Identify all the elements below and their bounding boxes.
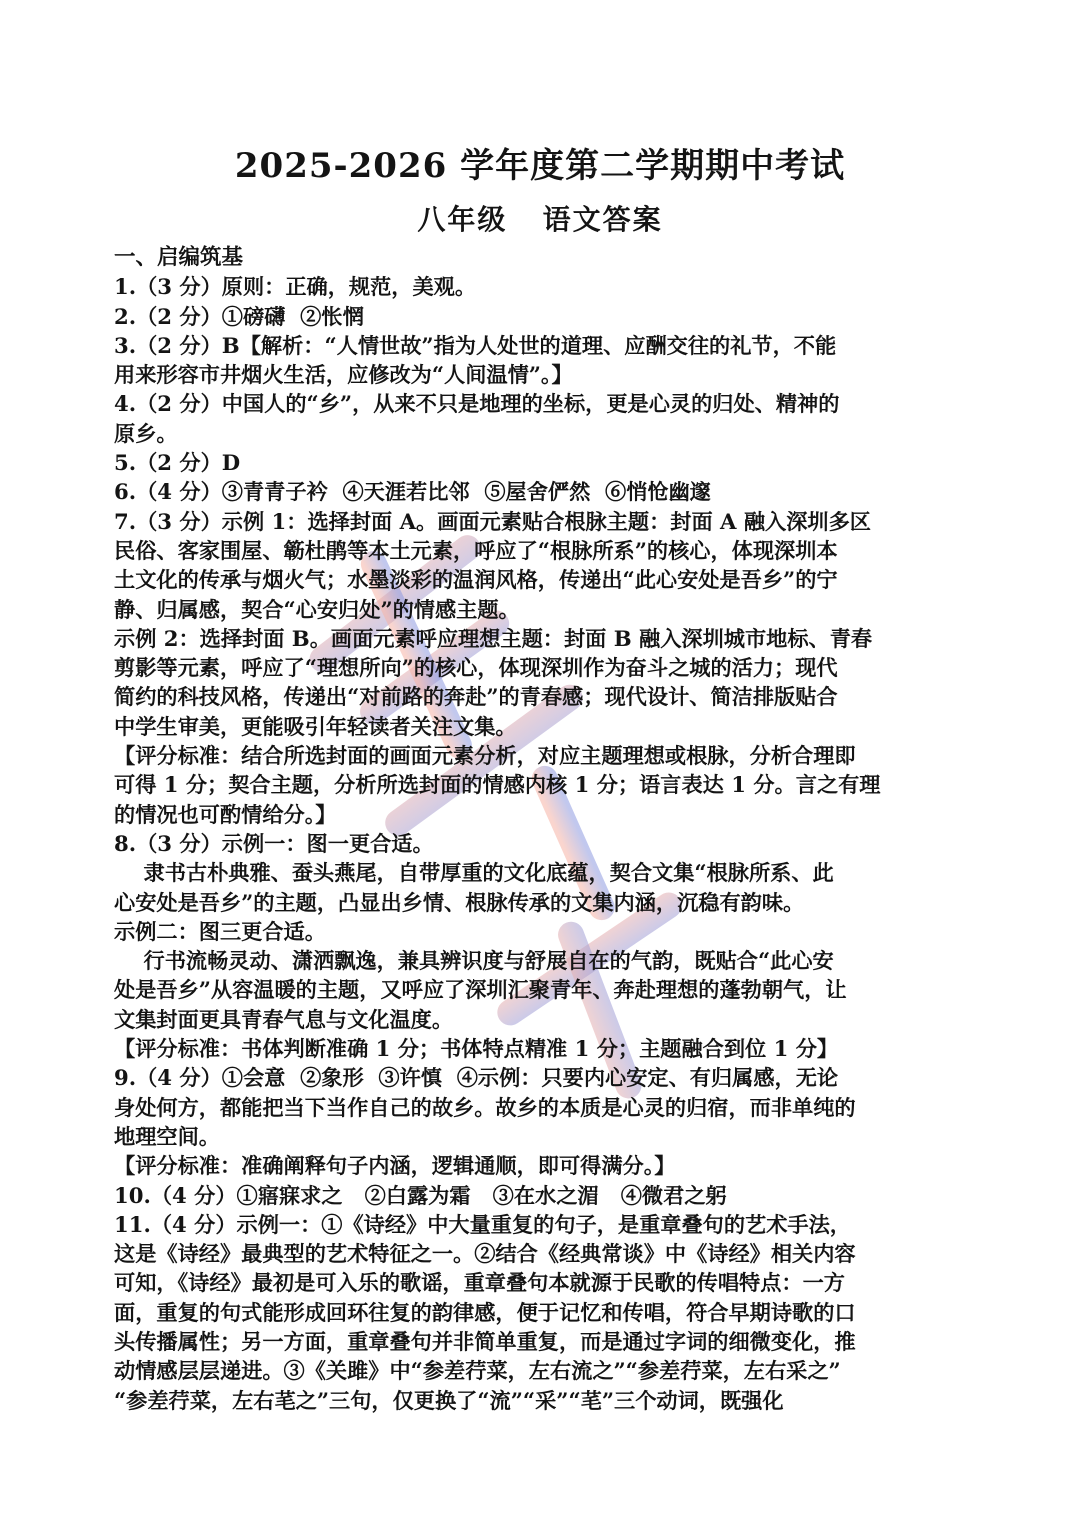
answer-line: 用来形容市井烟火生活，应修改为“人间温情”。】 xyxy=(114,362,573,388)
answer-line: 9.（4 分）①会意 ②象形 ③许慎 ④示例：只要内心安定、有归属感，无论 xyxy=(114,1065,839,1091)
answer-line: 示例二：图三更合适。 xyxy=(114,918,326,944)
answer-line: 5.（2 分）D xyxy=(114,450,241,476)
answer-line: 身处何方，都能把当下当作自己的故乡。故乡的本质是心灵的归宿，而非单纯的 xyxy=(114,1094,856,1120)
answer-line: 文集封面更具青春气息与文化温度。 xyxy=(114,1006,454,1032)
answer-line: 中学生审美，更能吸引年轻读者关注文集。 xyxy=(114,713,517,739)
answer-content xyxy=(114,243,904,1415)
answer-line: 1.（3 分）原则：正确，规范，美观。 xyxy=(114,274,477,300)
answer-line: 简约的科技风格，传递出“对前路的奔赴”的青春感；现代设计、简洁排版贴合 xyxy=(114,684,838,710)
answer-line: 隶书古朴典雅、蚕头燕尾，自带厚重的文化底蕴，契合文集“根脉所系、此 xyxy=(114,860,834,886)
answer-line: 可得 1 分；契合主题，分析所选封面的情感内核 1 分；语言表达 1 分。言之有理 xyxy=(114,772,881,798)
answer-line: 土文化的传承与烟火气；水墨淡彩的温润风格，传递出“此心安处是吾乡”的宁 xyxy=(114,567,838,593)
answer-line: 【评分标准：书体判断准确 1 分；书体特点精准 1 分；主题融合到位 1 分】 xyxy=(114,1036,839,1062)
answer-line: 民俗、客家围屋、簕杜鹃等本土元素，呼应了“根脉所系”的核心，体现深圳本 xyxy=(114,537,838,563)
answer-line: 的情况也可酌情给分。】 xyxy=(114,801,337,827)
answer-line: 11.（4 分）示例一：①《诗经》中大量重复的句子，是重章叠句的艺术手法， xyxy=(114,1211,851,1237)
answer-line: 示例 2：选择封面 B。画面元素呼应理想主题：封面 B 融入深圳城市地标、青春 xyxy=(114,625,873,651)
answer-line: 这是《诗经》最典型的艺术特征之一。②结合《经典常谈》中《诗经》相关内容 xyxy=(114,1241,856,1267)
answer-line: 头传播属性；另一方面，重章叠句并非简单重复，而是通过字词的细微变化，推 xyxy=(114,1328,856,1354)
answer-line: 面，重复的句式能形成回环往复的韵律感，便于记忆和传唱，符合早期诗歌的口 xyxy=(114,1299,856,1325)
answer-line: 【评分标准：结合所选封面的画面元素分析，对应主题理想或根脉，分析合理即 xyxy=(114,743,856,769)
answer-line: 8.（3 分）示例一：图一更合适。 xyxy=(114,830,434,856)
answer-line: 地理空间。 xyxy=(114,1123,220,1149)
answer-line: 7.（3 分）示例 1：选择封面 A。画面元素贴合根脉主题：封面 A 融入深圳多区 xyxy=(114,508,871,534)
answer-line: “参差荇菜，左右芼之”三句，仅更换了“流”“采”“芼”三个动词，既强化 xyxy=(114,1387,784,1413)
answer-line: 剪影等元素，呼应了“理想所向”的核心，体现深圳作为奋斗之城的活力；现代 xyxy=(114,655,838,681)
answer-line: 2.（2 分）①磅礴 ②怅惘 xyxy=(114,303,364,329)
exam-subtitle: 八年级 语文答案 xyxy=(417,203,663,236)
answer-line: 原乡。 xyxy=(114,420,178,446)
answer-line: 静、归属感，契合“心安归处”的情感主题。 xyxy=(114,596,520,622)
answer-line: 心安处是吾乡”的主题，凸显出乡情、根脉传承的文集内涵，沉稳有韵味。 xyxy=(114,889,805,915)
answer-line: 可知，《诗经》最初是可入乐的歌谣，重章叠句本就源于民歌的传唱特点：一方 xyxy=(114,1270,845,1296)
answer-line: 4.（2 分）中国人的“乡”，从来不只是地理的坐标，更是心灵的归处、精神的 xyxy=(114,391,840,417)
answer-line: 处是吾乡”从容温暖的主题，又呼应了深圳汇聚青年、奔赴理想的蓬勃朝气，让 xyxy=(114,977,847,1003)
answer-line: 6.（4 分）③青青子衿 ④天涯若比邻 ⑤屋舍俨然 ⑥悄怆幽邃 xyxy=(114,479,711,505)
exam-title: 2025-2026 学年度第二学期期中考试 xyxy=(234,146,846,186)
answer-line: 3.（2 分）B【解析：“人情世故”指为人处世的道理、应酬交往的礼节，不能 xyxy=(114,332,837,358)
answer-line: 行书流畅灵动、潇洒飘逸，兼具辨识度与舒展自在的气韵，既贴合“此心安 xyxy=(114,948,834,974)
answer-line: 10.（4 分）①寤寐求之 ②白露为霜 ③在水之湄 ④微君之躬 xyxy=(114,1182,727,1208)
section-heading: 一、启编筑基 xyxy=(114,245,244,270)
answer-line: 【评分标准：准确阐释句子内涵，逻辑通顺，即可得满分。】 xyxy=(114,1153,676,1179)
answer-line: 动情感层层递进。③《关雎》中“参差荇菜，左右流之”“参差荇菜，左右采之” xyxy=(114,1358,841,1384)
